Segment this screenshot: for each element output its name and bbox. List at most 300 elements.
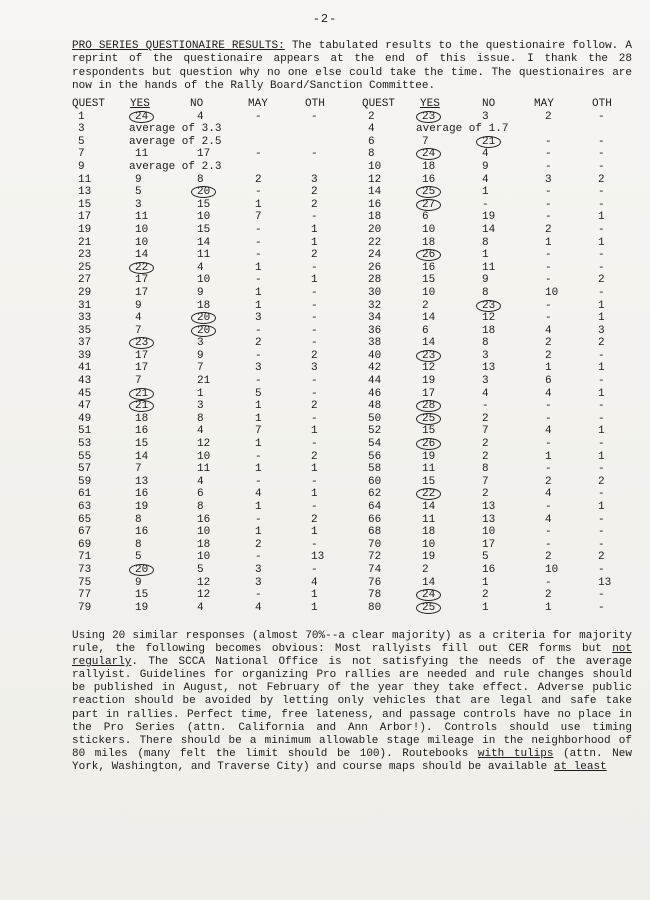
question-number: 59	[78, 475, 92, 488]
no-count: 17	[197, 148, 211, 161]
yes-count: 4	[135, 312, 142, 325]
question-number: 40	[368, 349, 382, 362]
table-header	[72, 98, 637, 111]
may-count: -	[545, 400, 552, 413]
intro-text: The tabulated results to the questionaire follow. A reprint of the questionaire appears at the end of this issue. I thank the 28 respondents but question why no one else could take the time. The questionaires are now in the hands of the Rally Board/Sanction Committee.	[72, 40, 632, 93]
yes-count: 7	[135, 324, 142, 337]
question-number: 14	[368, 186, 382, 199]
question-number: 6	[368, 135, 375, 148]
yes-count	[422, 350, 441, 363]
other-count: -	[311, 148, 318, 161]
may-count: 4	[545, 387, 552, 400]
circled-value: 21	[476, 136, 501, 148]
underlined-phrase-not-regularly: not regularly	[72, 643, 632, 669]
yes-count: 15	[422, 475, 436, 488]
may-count: -	[545, 526, 552, 539]
yes-count: 6	[422, 211, 429, 224]
no-count: 14	[197, 236, 211, 249]
question-number: 37	[78, 337, 92, 350]
yes-count	[135, 388, 154, 401]
may-count: 3	[255, 312, 262, 325]
question-number: 28	[368, 274, 382, 287]
table-row	[72, 300, 637, 313]
question-number: 69	[78, 538, 92, 551]
circled-value: 25	[416, 602, 441, 614]
other-count: -	[598, 400, 605, 413]
other-count: -	[311, 286, 318, 299]
other-count: -	[311, 563, 318, 576]
may-count: 1	[255, 501, 262, 513]
table-row	[72, 476, 637, 489]
may-count: 3	[545, 173, 552, 186]
column-header-yes: YES	[130, 98, 150, 110]
may-count: -	[545, 186, 552, 199]
yes-count: 19	[135, 601, 149, 614]
may-count: 10	[545, 286, 559, 299]
other-count: -	[311, 501, 318, 513]
table-row	[72, 413, 637, 426]
may-count: -	[255, 236, 262, 249]
circled-value: 23	[416, 111, 441, 123]
may-count: 3	[255, 576, 262, 589]
other-count: 13	[598, 576, 612, 589]
yes-count: 14	[135, 450, 149, 463]
table-row	[72, 111, 637, 124]
may-count: 4	[255, 488, 262, 501]
circled-value: 25	[416, 413, 441, 425]
yes-count: 10	[422, 223, 436, 236]
yes-count	[422, 148, 441, 161]
no-count	[197, 312, 216, 325]
column-header-yes: YES	[420, 98, 440, 110]
question-number: 45	[78, 387, 92, 400]
no-count: 5	[197, 563, 204, 576]
question-number: 72	[368, 551, 382, 564]
no-count: 1	[482, 249, 489, 262]
no-count: 4	[197, 261, 204, 274]
no-count: 4	[482, 148, 489, 161]
other-count: 2	[311, 198, 318, 211]
circled-value: 24	[129, 111, 154, 123]
question-number: 32	[368, 299, 382, 312]
other-count: 1	[598, 312, 605, 325]
other-count: 4	[311, 576, 318, 589]
may-count: -	[545, 438, 552, 451]
no-count: 12	[197, 589, 211, 602]
yes-count: 15	[135, 589, 149, 602]
other-count: -	[598, 223, 605, 236]
no-count: 15	[197, 198, 211, 211]
yes-count: 17	[135, 362, 149, 375]
other-count: 1	[311, 601, 318, 614]
yes-count	[135, 400, 154, 413]
may-count: 2	[545, 349, 552, 362]
no-count: 7	[482, 475, 489, 488]
no-count: 8	[482, 337, 489, 350]
other-count: 2	[311, 249, 318, 262]
intro-paragraph	[72, 40, 632, 94]
may-count: -	[255, 274, 262, 287]
question-number: 29	[78, 286, 92, 299]
circled-value: 27	[416, 199, 441, 211]
question-number: 76	[368, 576, 382, 589]
no-count: 14	[482, 223, 496, 236]
yes-count: 11	[135, 211, 149, 224]
no-count	[197, 325, 216, 338]
question-number: 70	[368, 538, 382, 551]
may-count: 2	[545, 475, 552, 488]
may-count: 1	[255, 261, 262, 274]
other-count: -	[598, 186, 605, 199]
other-count: -	[598, 261, 605, 274]
table-row	[72, 136, 637, 149]
may-count: -	[545, 299, 552, 312]
question-number: 39	[78, 349, 92, 362]
yes-count: 19	[135, 501, 149, 513]
analysis-text-1: Using 20 similar responses (almost 70%--a clear majority) as a criteria for majority rule, the following becomes obvious: Most rallyists fill out CER forms but	[72, 630, 632, 656]
may-count: 1	[545, 450, 552, 463]
circled-value: 28	[416, 400, 441, 412]
other-count: -	[311, 387, 318, 400]
other-count: -	[598, 589, 605, 602]
table-row	[72, 577, 637, 590]
yes-count: 14	[422, 576, 436, 589]
underlined-phrase-at-least: at least	[553, 760, 607, 773]
question-number: 35	[78, 324, 92, 337]
other-count: -	[598, 412, 605, 425]
question-number: 5	[78, 135, 85, 148]
other-count: -	[311, 299, 318, 312]
table-row	[72, 425, 637, 438]
yes-count: 15	[422, 425, 436, 438]
other-count: -	[311, 211, 318, 224]
no-count: 17	[482, 538, 496, 551]
other-count: 1	[598, 425, 605, 438]
no-count: 12	[482, 312, 496, 325]
question-number: 73	[78, 563, 92, 576]
question-number: 36	[368, 324, 382, 337]
yes-count: 11	[422, 513, 436, 526]
question-number: 80	[368, 601, 382, 614]
yes-count	[135, 564, 154, 577]
question-number: 60	[368, 475, 382, 488]
no-count: 3	[482, 110, 489, 123]
no-count: -	[482, 400, 489, 413]
no-count: 4	[197, 601, 204, 614]
other-count: -	[598, 286, 605, 299]
page-number: -2-	[312, 12, 338, 26]
circled-value: 23	[476, 300, 501, 312]
column-header-no: NO	[482, 98, 496, 110]
may-count: -	[255, 186, 262, 199]
may-count: -	[545, 274, 552, 287]
may-count: -	[255, 551, 262, 564]
no-count: 4	[482, 173, 489, 186]
average-value: average of 2.5	[129, 135, 222, 148]
other-count: 1	[598, 450, 605, 463]
question-number: 50	[368, 412, 382, 425]
question-number: 67	[78, 526, 92, 539]
circled-value: 20	[191, 325, 216, 337]
no-count: 1	[197, 387, 204, 400]
yes-count	[422, 199, 441, 212]
other-count: -	[598, 198, 605, 211]
may-count: -	[255, 223, 262, 236]
other-count: -	[311, 261, 318, 274]
no-count: 1	[482, 186, 489, 199]
question-number: 48	[368, 400, 382, 413]
analysis-text-2: . The SCCA National Office is not satisfying the needs of the average rallyist. Guidelines for organizing Pro rallies are needed and rule changes should be published in August, not February of the year they take effect. Adverse public reaction should be avoided by letting only vehicles that are legal and safe take part in rallies. Perfect time, free lateness, and passage controls have no place in the Pro Series (attn. California and Ann Arbor!). Controls should use timing stickers. There should be a minimum allowable stage mileage in the neighborhood of 80 miles (many felt the limit should be 100). Routebooks	[72, 656, 632, 760]
question-number: 27	[78, 274, 92, 287]
yes-count: 12	[422, 362, 436, 375]
yes-count: 10	[135, 223, 149, 236]
circled-value: 23	[416, 350, 441, 362]
circled-value: 21	[129, 388, 154, 400]
may-count: -	[545, 538, 552, 551]
other-count: -	[598, 249, 605, 262]
question-number: 9	[78, 160, 85, 173]
column-header-quest: QUEST	[362, 98, 396, 110]
yes-count	[422, 413, 441, 426]
no-count: 10	[482, 526, 496, 539]
may-count: 5	[255, 387, 262, 400]
may-count: 4	[545, 513, 552, 526]
question-number: 54	[368, 438, 382, 451]
may-count: 1	[255, 299, 262, 312]
no-count: 18	[482, 324, 496, 337]
may-count: 1	[255, 526, 262, 539]
no-count: 3	[197, 337, 204, 350]
yes-count: 2	[422, 563, 429, 576]
may-count: 3	[255, 563, 262, 576]
no-count: 11	[482, 261, 496, 274]
question-number: 56	[368, 450, 382, 463]
may-count: 1	[545, 362, 552, 375]
question-number: 2	[368, 110, 375, 123]
yes-count: 16	[135, 488, 149, 501]
may-count: -	[545, 148, 552, 161]
analysis-paragraph	[72, 630, 632, 774]
other-count: 1	[598, 387, 605, 400]
question-number: 53	[78, 438, 92, 451]
yes-count: 9	[135, 299, 142, 312]
other-count: 2	[598, 475, 605, 488]
may-count: -	[255, 513, 262, 526]
circled-value: 25	[416, 186, 441, 198]
other-count: 3	[311, 362, 318, 375]
yes-count: 17	[422, 387, 436, 400]
no-count: 2	[482, 450, 489, 463]
no-count: 3	[482, 375, 489, 388]
other-count: -	[598, 488, 605, 501]
may-count: 3	[255, 362, 262, 375]
no-count: 8	[197, 412, 204, 425]
may-count: 7	[255, 211, 262, 224]
no-count: 15	[197, 223, 211, 236]
no-count: 11	[197, 463, 211, 476]
circled-value: 24	[416, 148, 441, 160]
other-count: 2	[598, 173, 605, 186]
may-count: -	[545, 261, 552, 274]
question-number: 13	[78, 186, 92, 199]
circled-value: 26	[416, 249, 441, 261]
table-row	[72, 249, 637, 262]
may-count: 1	[545, 236, 552, 249]
no-count: 13	[482, 501, 496, 513]
table-row	[72, 148, 637, 161]
yes-count: 14	[135, 249, 149, 262]
yes-count: 8	[135, 513, 142, 526]
no-count: 4	[482, 387, 489, 400]
question-number: 11	[78, 173, 92, 186]
other-count: -	[598, 438, 605, 451]
other-count: -	[598, 601, 605, 614]
no-count: 21	[197, 375, 211, 388]
section-heading: PRO SERIES QUESTIONAIRE RESULTS:	[72, 40, 285, 52]
may-count: 2	[545, 337, 552, 350]
yes-count: 10	[135, 236, 149, 249]
no-count: 2	[482, 589, 489, 602]
may-count: 2	[545, 110, 552, 123]
may-count: -	[255, 148, 262, 161]
question-number: 31	[78, 299, 92, 312]
question-number: 71	[78, 551, 92, 564]
table-row	[72, 199, 637, 212]
other-count: -	[598, 538, 605, 551]
may-count: 2	[255, 337, 262, 350]
table-row	[72, 388, 637, 401]
yes-count: 16	[135, 526, 149, 539]
circled-value: 22	[129, 262, 154, 274]
may-count: 2	[255, 538, 262, 551]
no-count: 16	[482, 563, 496, 576]
question-number: 57	[78, 463, 92, 476]
no-count: 10	[197, 526, 211, 539]
question-number: 44	[368, 375, 382, 388]
question-number: 58	[368, 463, 382, 476]
question-number: 30	[368, 286, 382, 299]
question-number: 19	[78, 223, 92, 236]
may-count: -	[255, 324, 262, 337]
other-count: 1	[311, 236, 318, 249]
question-number: 7	[78, 148, 85, 161]
no-count: 10	[197, 211, 211, 224]
may-count: 1	[255, 198, 262, 211]
question-number: 3	[78, 123, 85, 136]
yes-count	[422, 249, 441, 262]
question-number: 62	[368, 488, 382, 501]
other-count: 1	[311, 274, 318, 287]
may-count: -	[545, 198, 552, 211]
no-count: 19	[482, 211, 496, 224]
yes-count	[135, 262, 154, 275]
other-count: 1	[311, 589, 318, 602]
table-row	[72, 501, 637, 514]
other-count: -	[598, 160, 605, 173]
circled-value: 24	[416, 589, 441, 601]
table-row	[72, 237, 637, 250]
other-count: 1	[598, 501, 605, 513]
no-count: 10	[197, 274, 211, 287]
table-row	[72, 488, 637, 501]
no-count: 4	[197, 475, 204, 488]
question-number: 66	[368, 513, 382, 526]
average-value: average of 2.3	[129, 160, 222, 173]
no-count	[482, 136, 501, 149]
table-row	[72, 539, 637, 552]
yes-count: 15	[135, 438, 149, 451]
question-number: 74	[368, 563, 382, 576]
may-count: -	[255, 589, 262, 602]
other-count: -	[311, 375, 318, 388]
may-count: -	[545, 501, 552, 513]
no-count	[197, 186, 216, 199]
no-count: 2	[482, 438, 489, 451]
circled-value: 21	[129, 400, 154, 412]
yes-count	[422, 589, 441, 602]
column-header-may: MAY	[248, 98, 268, 110]
question-number: 10	[368, 160, 382, 173]
yes-count: 8	[135, 538, 142, 551]
other-count: 2	[311, 450, 318, 463]
question-number: 20	[368, 223, 382, 236]
may-count: -	[255, 450, 262, 463]
table-row	[72, 551, 637, 564]
may-count: 2	[255, 173, 262, 186]
table-row	[72, 463, 637, 476]
column-header-no: NO	[190, 98, 204, 110]
other-count: -	[311, 538, 318, 551]
no-count: 9	[197, 349, 204, 362]
may-count: -	[545, 312, 552, 325]
yes-count: 9	[135, 576, 142, 589]
question-number: 61	[78, 488, 92, 501]
may-count: 1	[255, 400, 262, 413]
yes-count: 6	[422, 324, 429, 337]
may-count: 6	[545, 375, 552, 388]
yes-count: 5	[135, 186, 142, 199]
yes-count: 9	[135, 173, 142, 186]
no-count: 4	[197, 110, 204, 123]
no-count: 8	[197, 173, 204, 186]
question-number: 22	[368, 236, 382, 249]
yes-count: 2	[422, 299, 429, 312]
may-count: 4	[545, 488, 552, 501]
other-count: -	[311, 438, 318, 451]
question-number: 34	[368, 312, 382, 325]
other-count: 1	[598, 211, 605, 224]
no-count: 1	[482, 576, 489, 589]
table-row	[72, 186, 637, 199]
may-count: 4	[545, 425, 552, 438]
question-number: 25	[78, 261, 92, 274]
yes-count: 15	[422, 274, 436, 287]
no-count: 9	[482, 160, 489, 173]
question-number: 79	[78, 601, 92, 614]
other-count: 2	[598, 274, 605, 287]
question-number: 15	[78, 198, 92, 211]
yes-count: 14	[422, 337, 436, 350]
other-count: 1	[311, 488, 318, 501]
no-count: 18	[197, 538, 211, 551]
question-number: 78	[368, 589, 382, 602]
question-number: 42	[368, 362, 382, 375]
other-count: -	[598, 349, 605, 362]
circled-value: 26	[416, 438, 441, 450]
question-number: 63	[78, 501, 92, 513]
other-count: -	[598, 375, 605, 388]
may-count: 1	[255, 438, 262, 451]
